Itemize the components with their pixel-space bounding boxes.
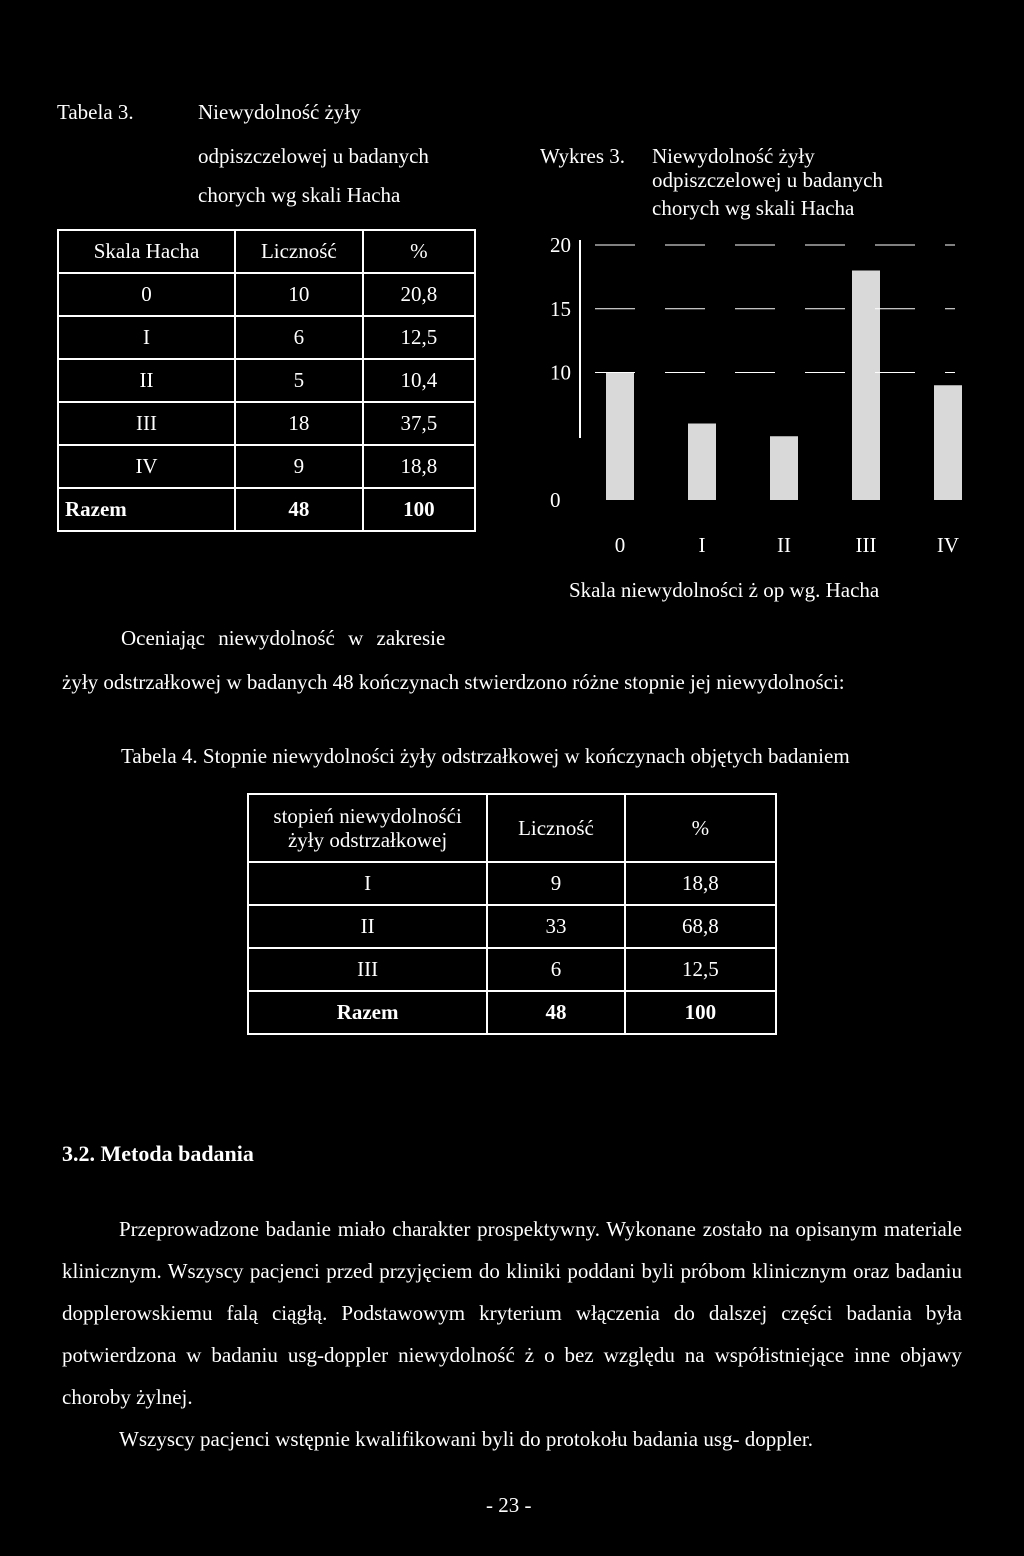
table3	[57, 229, 476, 532]
x-tick-label: II	[777, 533, 791, 557]
x-tick-label: 0	[614, 533, 626, 557]
x-tick-label: IV	[936, 533, 960, 557]
y-tick-label: 15	[550, 296, 571, 321]
chart-gridlines	[595, 245, 955, 373]
table4-total-row	[248, 991, 776, 1034]
table3-header-cell: %	[363, 230, 475, 273]
intro-line2: żyły odstrzałkowej w badanych 48 kończynach stwierdzono różne stopnie jej niewydolności:	[62, 670, 845, 694]
table-cell: 10,4	[363, 359, 475, 402]
table-cell: 6	[235, 316, 363, 359]
y-tick-label: 20	[550, 233, 571, 257]
table-cell: 37,5	[363, 402, 475, 445]
table-cell: 18	[235, 402, 363, 445]
table3-title-line2: odpiszczelowej u badanych	[198, 144, 429, 168]
table-cell: III	[58, 402, 235, 445]
page-number: - 23 -	[486, 1493, 532, 1517]
table-cell: 20,8	[363, 273, 475, 316]
table-cell: III	[248, 948, 487, 991]
bar	[934, 385, 962, 500]
table3-header-cell: Skala Hacha	[58, 230, 235, 273]
table-row	[58, 445, 475, 488]
table-cell: 68,8	[625, 905, 776, 948]
table-cell: 12,5	[363, 316, 475, 359]
table-cell: II	[248, 905, 487, 948]
chart-title-line2: odpiszczelowej u badanych	[652, 168, 883, 192]
x-tick-label: III	[855, 533, 877, 557]
chart-title-line1: Niewydolność żyły	[652, 144, 815, 168]
table4	[247, 793, 777, 1035]
table3-total-row	[58, 488, 475, 531]
table-cell: II	[58, 359, 235, 402]
table4-header-cell: Liczność	[487, 794, 625, 862]
section-heading	[62, 1141, 254, 1167]
table-cell: I	[58, 316, 235, 359]
table3-title-line3: chorych wg skali Hacha	[198, 183, 401, 207]
intro-line1: Oceniając niewydolność w zakresie	[121, 626, 446, 650]
table-cell: 100	[625, 991, 776, 1034]
y-tick-label: 10	[550, 360, 571, 385]
body-text	[62, 1208, 962, 1460]
table-cell: 48	[487, 991, 625, 1034]
chart-bars	[606, 271, 962, 501]
table-cell: I	[248, 862, 487, 905]
table-row	[58, 402, 475, 445]
table4-caption: Tabela 4. Stopnie niewydolności żyły odstrzałkowej w kończynach objętych badaniem	[121, 744, 850, 768]
bar-chart	[530, 230, 980, 570]
y-tick-labels	[550, 233, 571, 512]
table-cell: 9	[487, 862, 625, 905]
bar	[770, 436, 798, 500]
x-tick-labels	[615, 533, 959, 557]
table4-header-line: żyły odstrzałkowej	[287, 828, 448, 852]
section-title: Metoda badania	[100, 1141, 254, 1166]
table-cell: 100	[363, 488, 475, 531]
x-tick-label: I	[698, 533, 706, 557]
y-tick-label: 0	[550, 488, 561, 512]
table-cell: 5	[235, 359, 363, 402]
table-cell: 48	[235, 488, 363, 531]
table-row	[248, 862, 776, 905]
table4-header-cell: %	[625, 794, 776, 862]
bar	[852, 271, 880, 501]
table-row	[58, 359, 475, 402]
table-cell: 12,5	[625, 948, 776, 991]
body-paragraph: Wszyscy pacjenci wstępnie kwalifikowani byli do protokołu badania usg- doppler.	[119, 1427, 813, 1451]
table-row	[248, 948, 776, 991]
table-row	[248, 905, 776, 948]
table-cell: 9	[235, 445, 363, 488]
table-cell: 33	[487, 905, 625, 948]
chart-x-axis-label: Skala niewydolności ż op wg. Hacha	[569, 578, 880, 602]
bar	[688, 424, 716, 501]
table-cell: Razem	[248, 991, 487, 1034]
chart-title-line3: chorych wg skali Hacha	[652, 196, 855, 220]
table4-header-row	[248, 794, 776, 862]
table-cell: 6	[487, 948, 625, 991]
table-row	[58, 316, 475, 359]
table-cell: 18,8	[363, 445, 475, 488]
section-number: 3.2.	[62, 1141, 95, 1166]
table3-title-line1: Niewydolność żyły	[198, 100, 361, 124]
table3-header-row	[58, 230, 475, 273]
table-cell: 10	[235, 273, 363, 316]
body-paragraph: Przeprowadzone badanie miało charakter prospektywny. Wykonane zostało na opisanym materiale klinicznym. Wszyscy pacjenci przed przyjęciem do kliniki poddani byli próbom klinicznym oraz badaniu dopplerowskiemu falą ciągłą. Podstawowym kryterium włączenia do dalszej części badania była potwierdzona w badaniu usg-doppler niewydolność ż o bez względu na współistniejące inne objawy choroby żylnej.	[62, 1217, 962, 1409]
chart-label: Wykres 3.	[540, 144, 626, 168]
table4-header-line: stopień niewydolnośći	[273, 804, 462, 828]
table3-label: Tabela 3.	[57, 100, 134, 124]
table-cell: 0	[58, 273, 235, 316]
table3-header-cell: Liczność	[235, 230, 363, 273]
table-row	[58, 273, 475, 316]
table-cell: IV	[58, 445, 235, 488]
table-cell: 18,8	[625, 862, 776, 905]
table-cell: Razem	[58, 488, 235, 531]
table4-header-cell	[248, 794, 487, 862]
bar	[606, 373, 634, 501]
